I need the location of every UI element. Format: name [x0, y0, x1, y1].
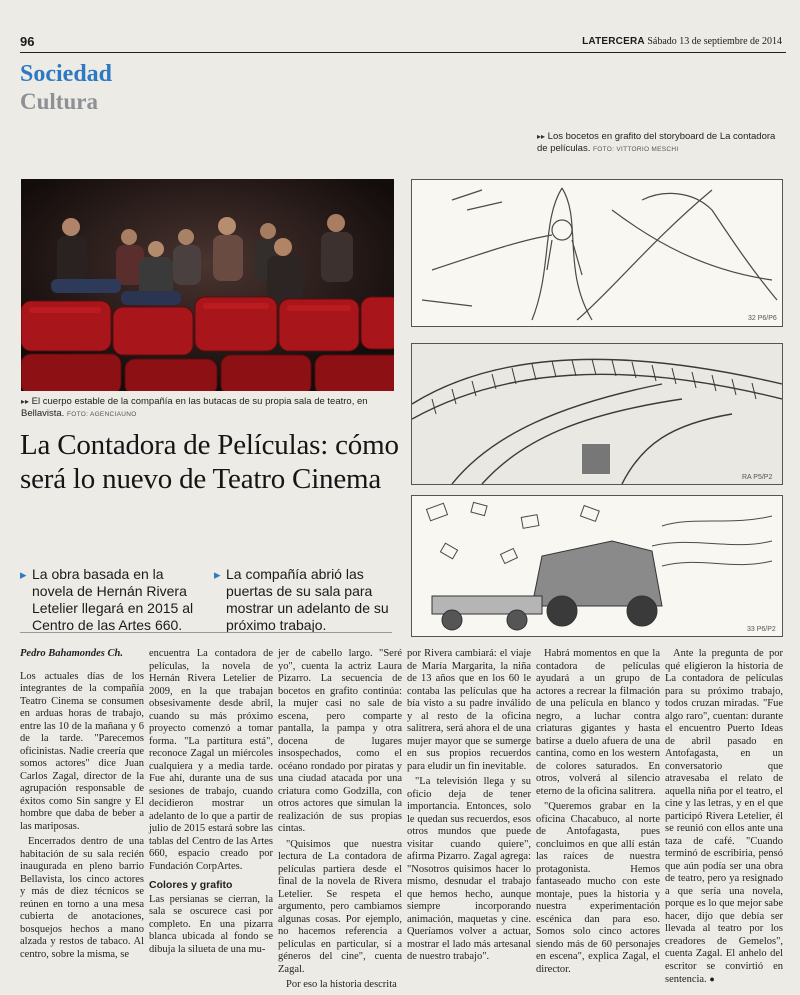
- bullet-arrow-icon: ▸: [20, 567, 27, 582]
- masthead-date: Sábado 13 de septiembre de 2014: [647, 36, 782, 47]
- storyboard-frame-2: [411, 343, 783, 485]
- photo-caption-arrow-icon: ▸▸: [21, 397, 30, 406]
- bullet-arrow-icon: ▸: [214, 567, 221, 582]
- article-paragraph: encuentra La contadora de películas, la novela de Hernán Rivera Letelier de 2009, en la que trabajan obsesivamente desde abril, cuando su más próximo proyecto comenzó a tomar forma. "La partitura está", reconoce Zagal un miércoles cualquiera y a media tarde. Fue ahí, durante una de sus sesiones de trabajo, cuando decidieron mostrar un adelanto de lo que a partir de julio de 2015 estará sobre las tablas del Centro de las Artes 660, espacio creado por Fundación CorpArtes.: [149, 648, 273, 872]
- article-paragraph: Por eso la historia descrita: [286, 979, 397, 990]
- divider: [20, 632, 392, 633]
- storyboard-frame-1: [411, 179, 783, 327]
- article-paragraph: Encerrados dentro de una habitación de su sala recién inaugurada en pleno barrio Bellavista, los cinco actores y más de diez técnicos se reúnen en torno a una mesa cubierta de anotaciones, bosquejos hechos a mano alzada y restos de tabaco. Al centro, sobre la misma, se: [20, 836, 144, 960]
- article-paragraph: por Rivera cambiará: el viaje de María Margarita, la niña de 13 años que en los 60 le contaba las películas que ha bía visto a su padre inválido y al resto de la oficina salitrera, será ahora el de una mujer mayor que se sumerge en sus propios recuerdos para eludir un fin inevitable.: [407, 648, 531, 772]
- photo-caption-text: El cuerpo estable de la compañía en las butacas de su propia sala de teatro, en Bellavista.: [21, 396, 368, 419]
- storyboard-caption-text: Los bocetos en grafito del storyboard de La contadora de películas.: [537, 131, 776, 154]
- storyboard-caption-credit: FOTO: VITTORIO MESCHI: [592, 146, 679, 153]
- storyboard-frame-3: [411, 495, 783, 637]
- storyboard-sketch-3: [412, 496, 782, 636]
- article-column-5: [536, 648, 660, 979]
- storyboard-sketch-2: [412, 344, 782, 484]
- page-number: 96: [20, 34, 35, 49]
- theater-seats-photo: [21, 179, 394, 391]
- article-subhead: Colores y grafito: [149, 879, 233, 891]
- masthead-brand: LATERCERA: [582, 36, 645, 47]
- photo-caption: [21, 396, 393, 421]
- article-paragraph: Los actuales días de los integrantes de la compañía Teatro Cinema se consumen en arduas horas de trabajo, entre las 10 de la mañana y 6 de la tarde. "Parecemos oficinistas. Nadie creería que somos actores" dice Juan Carlos Zagal, director de la agrupación responsable de éxitos como Sin sangre y El hombre que daba de beber a las mariposas.: [20, 670, 144, 832]
- bullet-2: [214, 566, 394, 634]
- frame-2-mark: RA P5/P2: [742, 474, 773, 481]
- article-paragraph: Habrá momentos en que la contadora de películas ayudará a un grupo de actores a recrear la filmación de una película en blanco y negro, a luchar contra criaturas gigantes y hasta batirse a duelo afuera de una cantina, como en los western de colores saturados. En otros, volverá al silencio eterno de la oficina salitrera.: [536, 648, 660, 797]
- article-paragraph: "Queremos grabar en la oficina Chacabuco, al norte de Antofagasta, pues concluimos en que allí están las raíces de nuestra protagonista. Hemos fantaseado mucho con este montaje, pues la historia y nuestra experimentación escénica dan para eso. Somos solo cinco actores siendo más de 60 personajes en escena", explica Zagal, el director.: [536, 801, 660, 975]
- storyboard-caption: [537, 131, 782, 156]
- article-column-4: [407, 648, 531, 967]
- top-rule: [20, 52, 786, 53]
- frame-3-mark: 33 P6/P2: [747, 626, 776, 633]
- article-paragraph: "Quisimos que nuestra lectura de La contadora de películas partiera desde el final de la novela de Rivera Letelier. Se respeta el argumento, pero cambiamos algunas cosas. Por ejemplo, no hacemos referencia a películas en particular, sí a géneros del cine", cuenta Zagal.: [278, 838, 402, 975]
- bullet-2-text: La compañía abrió las puertas de su sala para mostrar un adelanto de su próximo trabajo.: [226, 566, 389, 633]
- end-mark-icon: ●: [709, 974, 715, 984]
- frame-1-mark: 32 P6/P6: [748, 315, 777, 322]
- bullet-1: [20, 566, 202, 634]
- storyboard-sketch-1: [412, 180, 782, 326]
- bullet-1-text: La obra basada en la novela de Hernán Rivera Letelier llegará en 2015 al Centro de las Artes 660.: [32, 566, 194, 633]
- article-author: Pedro Bahamondes Ch.: [20, 648, 123, 659]
- company-photo: [21, 179, 394, 391]
- caption-arrow-icon: ▸▸: [537, 132, 546, 141]
- masthead: [582, 36, 782, 47]
- article-column-3: [278, 648, 402, 995]
- article-paragraph: jer de cabello largo. "Seré yo", cuenta la actriz Laura Pizarro. La secuencia de bocetos en grafito continúa: la mujer casi no sale de escena, pero comparte pantalla, la pampa y otra docena de lugares insospechados, como el océano rondado por piratas y una ciudad atacada por una criatura como Godzilla, con otros actores que simulan la realización de sus propias cintas.: [278, 648, 402, 834]
- article-column-6: [665, 648, 783, 990]
- article-paragraph: [665, 648, 783, 987]
- article-paragraph-text: Ante la pregunta de por qué eligieron la historia de La contadora de películas para su próximo trabajo, todos cruzan miradas. "Fue algo raro", cuentan: durante el encuentro Puerto Ideas de abril pasado en Antofagasta, en un conversatorio que atravesaba el relato de aquella niña por el teatro, el cine y las letras, y en el que participó Rivera Letelier, él se reunió con ellos ante una taza de café. "Cuando terminó de escribiria, pensó que aún podía ser una obra de teatro, pero ya resignado a que sería una novela, porque es lo que mejor sabe hacer, dijo que debía ser llevada al teatro por los creadores de Gemelos", cuenta Zagal. El anhelo del escritor se convirtió en sentencia.: [665, 648, 783, 985]
- article-paragraph: Las persianas se cierran, la sala se oscurece casi por completo. En una pizarra blanca ubicada al fondo se dibuja la silueta de una mu-: [149, 893, 273, 955]
- headline: La Contadora de Películas: cómo será lo nuevo de Teatro Cinema: [20, 429, 399, 495]
- article-column-1: [20, 648, 144, 964]
- article-column-2: [149, 648, 273, 959]
- section-title: Sociedad: [20, 61, 113, 87]
- subsection-title: Cultura: [20, 89, 98, 114]
- article-paragraph: "La televisión llega y su oficio deja de tener importancia. Entonces, solo le quedan sus recuerdos, esos otros mundos que puede visitar cuando quiere", afirma Pizarro. Zagal agrega: "Nosotros quisimos hacer lo mismo, desnudar el trabajo que hemos hecho, aunque siempre incorporando animación, maquetas y cine. Queríamos volver a actuar, mostrar el lado más artesanal de nuestro trabajo".: [407, 776, 531, 962]
- photo-caption-credit: FOTO: AGENCIAUNO: [66, 411, 137, 418]
